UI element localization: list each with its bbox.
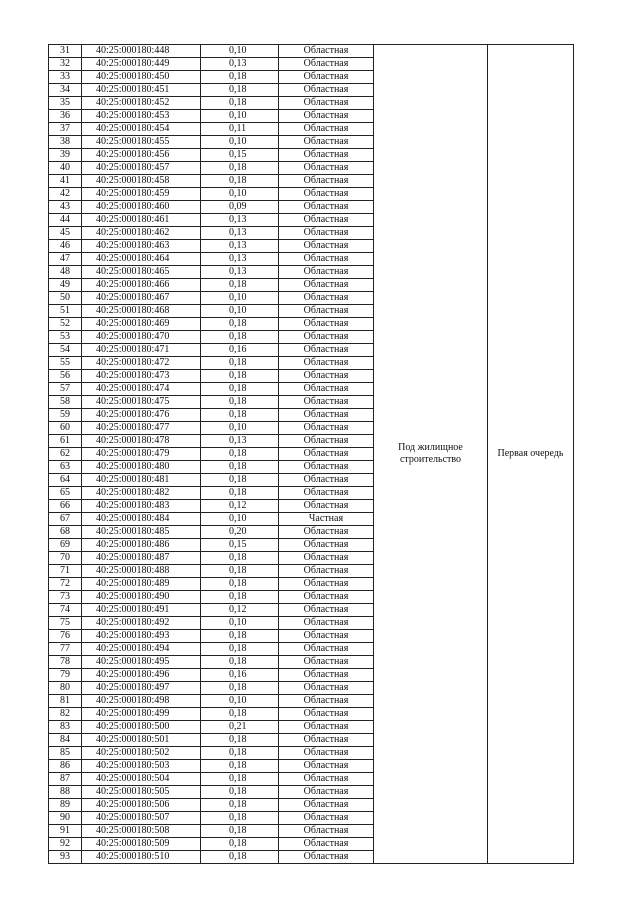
cadastral-number-cell: 40:25:000180:492 (82, 617, 201, 630)
area-cell: 0,18 (201, 838, 279, 851)
area-cell: 0,18 (201, 331, 279, 344)
table-body (49, 45, 574, 864)
row-number-cell: 58 (49, 396, 82, 409)
area-cell: 0,18 (201, 773, 279, 786)
area-cell: 0,18 (201, 370, 279, 383)
row-number-cell: 84 (49, 734, 82, 747)
cadastral-number-cell: 40:25:000180:461 (82, 214, 201, 227)
ownership-cell: Областная (279, 591, 374, 604)
row-number-cell: 45 (49, 227, 82, 240)
ownership-cell: Областная (279, 318, 374, 331)
ownership-cell: Областная (279, 487, 374, 500)
ownership-cell: Областная (279, 604, 374, 617)
area-cell: 0,18 (201, 279, 279, 292)
row-number-cell: 83 (49, 721, 82, 734)
ownership-cell: Частная (279, 513, 374, 526)
cadastral-number-cell: 40:25:000180:493 (82, 630, 201, 643)
ownership-cell: Областная (279, 643, 374, 656)
row-number-cell: 66 (49, 500, 82, 513)
ownership-cell: Областная (279, 214, 374, 227)
area-cell: 0,10 (201, 188, 279, 201)
ownership-cell: Областная (279, 578, 374, 591)
row-number-cell: 42 (49, 188, 82, 201)
area-cell: 0,18 (201, 84, 279, 97)
ownership-cell: Областная (279, 799, 374, 812)
row-number-cell: 63 (49, 461, 82, 474)
ownership-cell: Областная (279, 253, 374, 266)
ownership-cell: Областная (279, 266, 374, 279)
area-cell: 0,18 (201, 552, 279, 565)
row-number-cell: 37 (49, 123, 82, 136)
ownership-cell: Областная (279, 292, 374, 305)
row-number-cell: 49 (49, 279, 82, 292)
cadastral-number-cell: 40:25:000180:476 (82, 409, 201, 422)
cadastral-number-cell: 40:25:000180:463 (82, 240, 201, 253)
area-cell: 0,18 (201, 760, 279, 773)
area-cell: 0,18 (201, 97, 279, 110)
ownership-cell: Областная (279, 461, 374, 474)
cadastral-number-cell: 40:25:000180:467 (82, 292, 201, 305)
cadastral-number-cell: 40:25:000180:480 (82, 461, 201, 474)
row-number-cell: 38 (49, 136, 82, 149)
ownership-cell: Областная (279, 565, 374, 578)
row-number-cell: 44 (49, 214, 82, 227)
cadastral-number-cell: 40:25:000180:490 (82, 591, 201, 604)
queue-cell: Первая очередь (488, 45, 574, 864)
area-cell: 0,18 (201, 409, 279, 422)
ownership-cell: Областная (279, 773, 374, 786)
area-cell: 0,13 (201, 266, 279, 279)
row-number-cell: 80 (49, 682, 82, 695)
cadastral-number-cell: 40:25:000180:448 (82, 45, 201, 58)
area-cell: 0,13 (201, 240, 279, 253)
ownership-cell: Областная (279, 45, 374, 58)
cadastral-number-cell: 40:25:000180:500 (82, 721, 201, 734)
row-number-cell: 72 (49, 578, 82, 591)
cadastral-number-cell: 40:25:000180:464 (82, 253, 201, 266)
area-cell: 0,11 (201, 123, 279, 136)
row-number-cell: 40 (49, 162, 82, 175)
row-number-cell: 78 (49, 656, 82, 669)
cadastral-number-cell: 40:25:000180:501 (82, 734, 201, 747)
area-cell: 0,18 (201, 71, 279, 84)
row-number-cell: 51 (49, 305, 82, 318)
ownership-cell: Областная (279, 409, 374, 422)
cadastral-number-cell: 40:25:000180:465 (82, 266, 201, 279)
cadastral-number-cell: 40:25:000180:475 (82, 396, 201, 409)
cadastral-number-cell: 40:25:000180:452 (82, 97, 201, 110)
cadastral-number-cell: 40:25:000180:489 (82, 578, 201, 591)
area-cell: 0,16 (201, 669, 279, 682)
cadastral-number-cell: 40:25:000180:497 (82, 682, 201, 695)
cadastral-number-cell: 40:25:000180:473 (82, 370, 201, 383)
cadastral-number-cell: 40:25:000180:471 (82, 344, 201, 357)
ownership-cell: Областная (279, 123, 374, 136)
ownership-cell: Областная (279, 552, 374, 565)
row-number-cell: 88 (49, 786, 82, 799)
ownership-cell: Областная (279, 97, 374, 110)
row-number-cell: 50 (49, 292, 82, 305)
purpose-cell: Под жилищное строительство (374, 45, 488, 864)
ownership-cell: Областная (279, 617, 374, 630)
row-number-cell: 73 (49, 591, 82, 604)
cadastral-number-cell: 40:25:000180:499 (82, 708, 201, 721)
ownership-cell: Областная (279, 500, 374, 513)
row-number-cell: 47 (49, 253, 82, 266)
land-plots-table (48, 44, 574, 864)
cadastral-number-cell: 40:25:000180:484 (82, 513, 201, 526)
row-number-cell: 56 (49, 370, 82, 383)
row-number-cell: 31 (49, 45, 82, 58)
cadastral-number-cell: 40:25:000180:450 (82, 71, 201, 84)
ownership-cell: Областная (279, 344, 374, 357)
cadastral-number-cell: 40:25:000180:472 (82, 357, 201, 370)
ownership-cell: Областная (279, 84, 374, 97)
area-cell: 0,18 (201, 461, 279, 474)
row-number-cell: 59 (49, 409, 82, 422)
cadastral-number-cell: 40:25:000180:508 (82, 825, 201, 838)
cadastral-number-cell: 40:25:000180:482 (82, 487, 201, 500)
area-cell: 0,13 (201, 435, 279, 448)
row-number-cell: 77 (49, 643, 82, 656)
cadastral-number-cell: 40:25:000180:507 (82, 812, 201, 825)
area-cell: 0,18 (201, 851, 279, 864)
cadastral-number-cell: 40:25:000180:485 (82, 526, 201, 539)
cadastral-number-cell: 40:25:000180:481 (82, 474, 201, 487)
area-cell: 0,10 (201, 305, 279, 318)
cadastral-number-cell: 40:25:000180:449 (82, 58, 201, 71)
ownership-cell: Областная (279, 435, 374, 448)
area-cell: 0,16 (201, 344, 279, 357)
cadastral-number-cell: 40:25:000180:496 (82, 669, 201, 682)
area-cell: 0,18 (201, 656, 279, 669)
row-number-cell: 81 (49, 695, 82, 708)
area-cell: 0,13 (201, 58, 279, 71)
ownership-cell: Областная (279, 58, 374, 71)
row-number-cell: 68 (49, 526, 82, 539)
area-cell: 0,18 (201, 175, 279, 188)
ownership-cell: Областная (279, 708, 374, 721)
area-cell: 0,12 (201, 604, 279, 617)
cadastral-number-cell: 40:25:000180:491 (82, 604, 201, 617)
ownership-cell: Областная (279, 838, 374, 851)
ownership-cell: Областная (279, 747, 374, 760)
row-number-cell: 71 (49, 565, 82, 578)
area-cell: 0,18 (201, 383, 279, 396)
area-cell: 0,18 (201, 474, 279, 487)
ownership-cell: Областная (279, 422, 374, 435)
area-cell: 0,18 (201, 734, 279, 747)
area-cell: 0,12 (201, 500, 279, 513)
area-cell: 0,18 (201, 708, 279, 721)
area-cell: 0,10 (201, 45, 279, 58)
row-number-cell: 34 (49, 84, 82, 97)
ownership-cell: Областная (279, 669, 374, 682)
area-cell: 0,10 (201, 136, 279, 149)
area-cell: 0,13 (201, 227, 279, 240)
area-cell: 0,18 (201, 747, 279, 760)
cadastral-number-cell: 40:25:000180:462 (82, 227, 201, 240)
cadastral-number-cell: 40:25:000180:457 (82, 162, 201, 175)
area-cell: 0,10 (201, 695, 279, 708)
cadastral-number-cell: 40:25:000180:479 (82, 448, 201, 461)
cadastral-number-cell: 40:25:000180:487 (82, 552, 201, 565)
ownership-cell: Областная (279, 812, 374, 825)
row-number-cell: 55 (49, 357, 82, 370)
row-number-cell: 75 (49, 617, 82, 630)
area-cell: 0,18 (201, 357, 279, 370)
ownership-cell: Областная (279, 357, 374, 370)
cadastral-number-cell: 40:25:000180:498 (82, 695, 201, 708)
row-number-cell: 79 (49, 669, 82, 682)
row-number-cell: 60 (49, 422, 82, 435)
cadastral-number-cell: 40:25:000180:469 (82, 318, 201, 331)
cadastral-number-cell: 40:25:000180:495 (82, 656, 201, 669)
row-number-cell: 93 (49, 851, 82, 864)
area-cell: 0,18 (201, 578, 279, 591)
row-number-cell: 36 (49, 110, 82, 123)
ownership-cell: Областная (279, 682, 374, 695)
row-number-cell: 33 (49, 71, 82, 84)
cadastral-number-cell: 40:25:000180:478 (82, 435, 201, 448)
ownership-cell: Областная (279, 396, 374, 409)
row-number-cell: 48 (49, 266, 82, 279)
row-number-cell: 35 (49, 97, 82, 110)
ownership-cell: Областная (279, 162, 374, 175)
row-number-cell: 65 (49, 487, 82, 500)
row-number-cell: 82 (49, 708, 82, 721)
cadastral-number-cell: 40:25:000180:494 (82, 643, 201, 656)
area-cell: 0,10 (201, 513, 279, 526)
row-number-cell: 69 (49, 539, 82, 552)
row-number-cell: 32 (49, 58, 82, 71)
ownership-cell: Областная (279, 825, 374, 838)
row-number-cell: 70 (49, 552, 82, 565)
ownership-cell: Областная (279, 474, 374, 487)
area-cell: 0,18 (201, 630, 279, 643)
ownership-cell: Областная (279, 721, 374, 734)
cadastral-number-cell: 40:25:000180:503 (82, 760, 201, 773)
area-cell: 0,18 (201, 448, 279, 461)
cadastral-number-cell: 40:25:000180:477 (82, 422, 201, 435)
ownership-cell: Областная (279, 149, 374, 162)
area-cell: 0,21 (201, 721, 279, 734)
cadastral-number-cell: 40:25:000180:488 (82, 565, 201, 578)
row-number-cell: 85 (49, 747, 82, 760)
ownership-cell: Областная (279, 526, 374, 539)
ownership-cell: Областная (279, 786, 374, 799)
area-cell: 0,20 (201, 526, 279, 539)
row-number-cell: 41 (49, 175, 82, 188)
area-cell: 0,18 (201, 812, 279, 825)
area-cell: 0,18 (201, 799, 279, 812)
cadastral-number-cell: 40:25:000180:502 (82, 747, 201, 760)
area-cell: 0,10 (201, 292, 279, 305)
area-cell: 0,10 (201, 110, 279, 123)
row-number-cell: 54 (49, 344, 82, 357)
cadastral-number-cell: 40:25:000180:455 (82, 136, 201, 149)
row-number-cell: 39 (49, 149, 82, 162)
row-number-cell: 64 (49, 474, 82, 487)
ownership-cell: Областная (279, 305, 374, 318)
area-cell: 0,18 (201, 565, 279, 578)
ownership-cell: Областная (279, 175, 374, 188)
area-cell: 0,15 (201, 149, 279, 162)
cadastral-number-cell: 40:25:000180:510 (82, 851, 201, 864)
area-cell: 0,10 (201, 617, 279, 630)
row-number-cell: 74 (49, 604, 82, 617)
ownership-cell: Областная (279, 539, 374, 552)
table-row (49, 45, 574, 58)
cadastral-number-cell: 40:25:000180:458 (82, 175, 201, 188)
ownership-cell: Областная (279, 136, 374, 149)
ownership-cell: Областная (279, 240, 374, 253)
row-number-cell: 46 (49, 240, 82, 253)
row-number-cell: 90 (49, 812, 82, 825)
cadastral-number-cell: 40:25:000180:483 (82, 500, 201, 513)
cadastral-number-cell: 40:25:000180:466 (82, 279, 201, 292)
area-cell: 0,18 (201, 162, 279, 175)
row-number-cell: 43 (49, 201, 82, 214)
area-cell: 0,13 (201, 214, 279, 227)
ownership-cell: Областная (279, 227, 374, 240)
cadastral-number-cell: 40:25:000180:474 (82, 383, 201, 396)
row-number-cell: 92 (49, 838, 82, 851)
cadastral-number-cell: 40:25:000180:470 (82, 331, 201, 344)
ownership-cell: Областная (279, 279, 374, 292)
row-number-cell: 53 (49, 331, 82, 344)
ownership-cell: Областная (279, 695, 374, 708)
area-cell: 0,18 (201, 591, 279, 604)
ownership-cell: Областная (279, 630, 374, 643)
cadastral-number-cell: 40:25:000180:454 (82, 123, 201, 136)
cadastral-number-cell: 40:25:000180:504 (82, 773, 201, 786)
row-number-cell: 62 (49, 448, 82, 461)
row-number-cell: 52 (49, 318, 82, 331)
ownership-cell: Областная (279, 370, 374, 383)
ownership-cell: Областная (279, 201, 374, 214)
cadastral-number-cell: 40:25:000180:506 (82, 799, 201, 812)
row-number-cell: 91 (49, 825, 82, 838)
document-page (48, 44, 573, 865)
cadastral-number-cell: 40:25:000180:468 (82, 305, 201, 318)
ownership-cell: Областная (279, 760, 374, 773)
ownership-cell: Областная (279, 734, 374, 747)
area-cell: 0,10 (201, 422, 279, 435)
ownership-cell: Областная (279, 110, 374, 123)
area-cell: 0,18 (201, 318, 279, 331)
area-cell: 0,18 (201, 786, 279, 799)
ownership-cell: Областная (279, 188, 374, 201)
cadastral-number-cell: 40:25:000180:456 (82, 149, 201, 162)
row-number-cell: 76 (49, 630, 82, 643)
cadastral-number-cell: 40:25:000180:505 (82, 786, 201, 799)
ownership-cell: Областная (279, 448, 374, 461)
row-number-cell: 87 (49, 773, 82, 786)
ownership-cell: Областная (279, 331, 374, 344)
area-cell: 0,15 (201, 539, 279, 552)
row-number-cell: 89 (49, 799, 82, 812)
area-cell: 0,18 (201, 396, 279, 409)
cadastral-number-cell: 40:25:000180:486 (82, 539, 201, 552)
ownership-cell: Областная (279, 71, 374, 84)
row-number-cell: 61 (49, 435, 82, 448)
area-cell: 0,18 (201, 682, 279, 695)
ownership-cell: Областная (279, 656, 374, 669)
ownership-cell: Областная (279, 851, 374, 864)
cadastral-number-cell: 40:25:000180:451 (82, 84, 201, 97)
ownership-cell: Областная (279, 383, 374, 396)
area-cell: 0,18 (201, 825, 279, 838)
area-cell: 0,18 (201, 487, 279, 500)
cadastral-number-cell: 40:25:000180:459 (82, 188, 201, 201)
row-number-cell: 67 (49, 513, 82, 526)
area-cell: 0,18 (201, 643, 279, 656)
cadastral-number-cell: 40:25:000180:509 (82, 838, 201, 851)
row-number-cell: 57 (49, 383, 82, 396)
area-cell: 0,13 (201, 253, 279, 266)
area-cell: 0,09 (201, 201, 279, 214)
cadastral-number-cell: 40:25:000180:460 (82, 201, 201, 214)
cadastral-number-cell: 40:25:000180:453 (82, 110, 201, 123)
row-number-cell: 86 (49, 760, 82, 773)
